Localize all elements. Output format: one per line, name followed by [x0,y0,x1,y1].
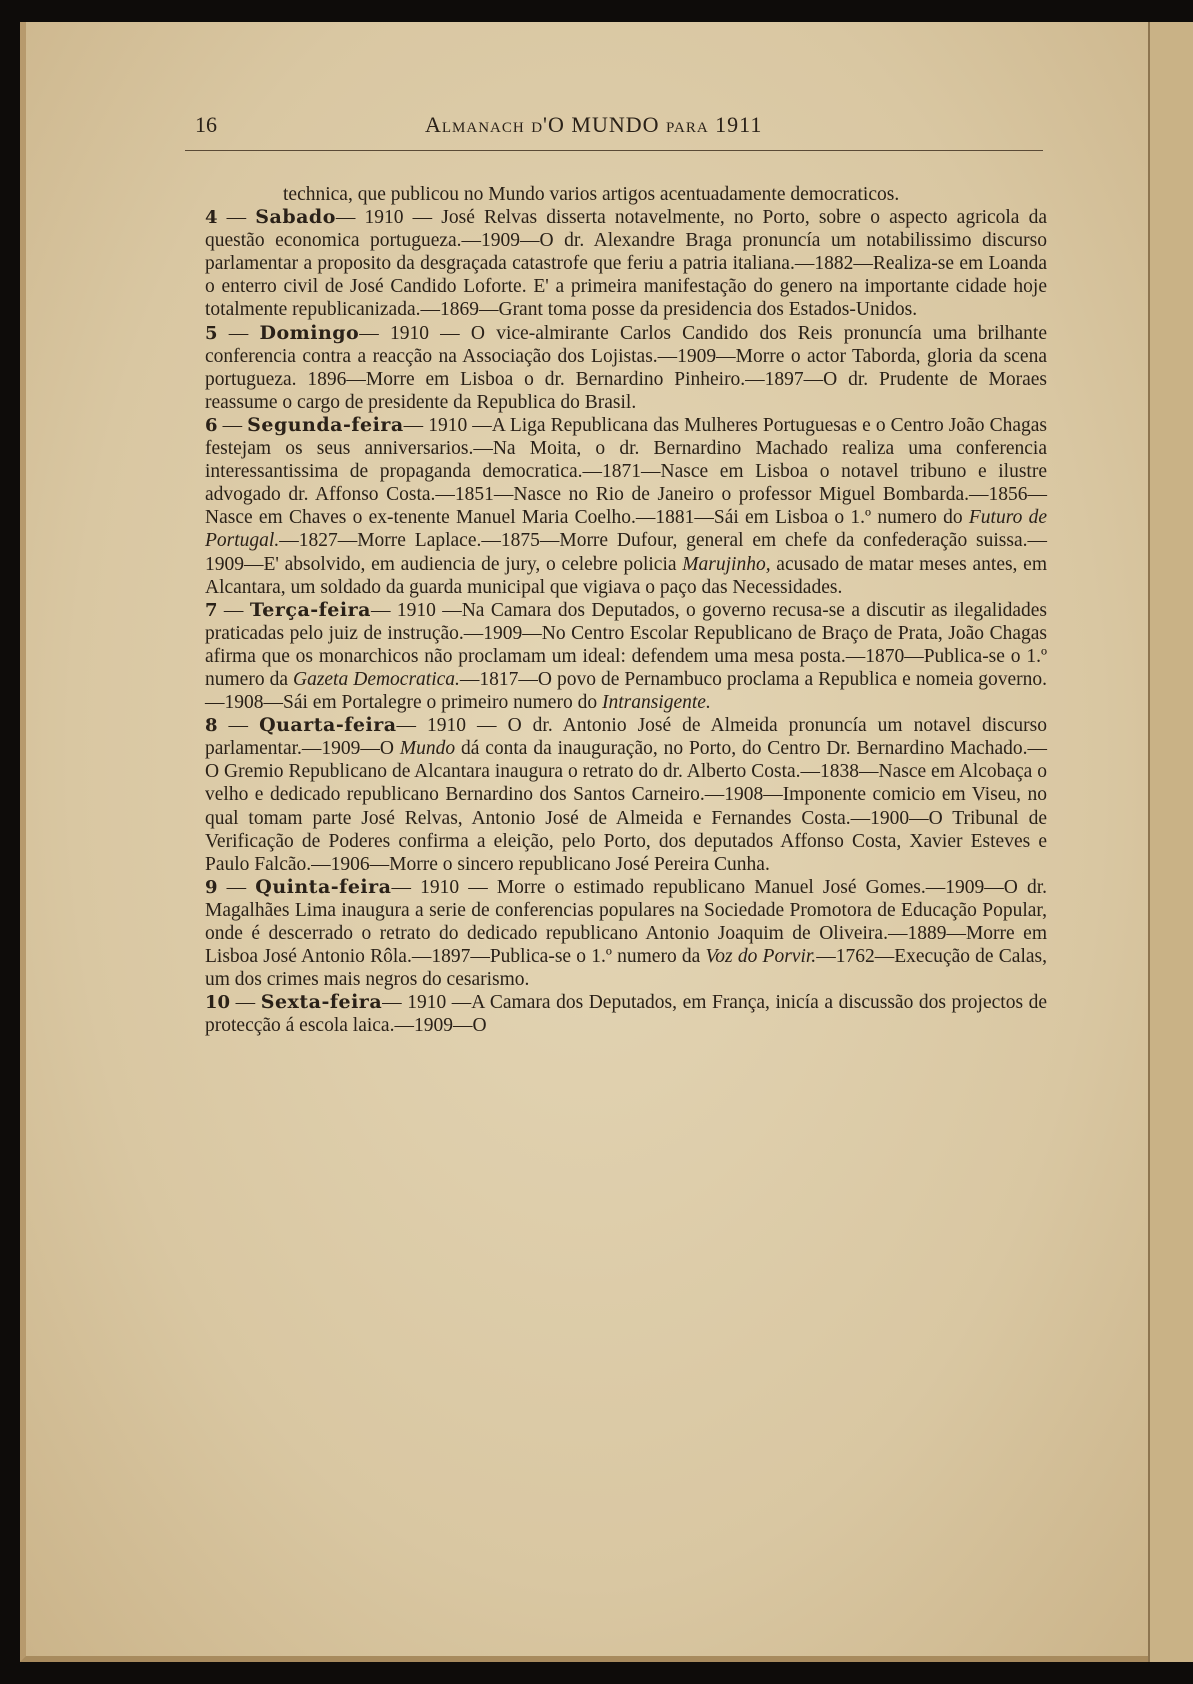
entry-day-10: 10 — Sexta-feira— 1910 —A Camara dos Deputados, em França, inicía a discussão dos projectos de protecção á escola laica.—1909—O [205,991,1048,1037]
running-title: Almanach d'O MUNDO para 1911 [425,112,763,137]
facing-page-edge [1148,22,1193,1662]
entry-day-6: 6 — Segunda-feira— 1910 —A Liga Republicana das Mulheres Portuguesas e o Centro João Chagas festejam os seus anniversarios.—Na Moita, o dr. Bernardino Machado realiza uma conferencia interessantissima de propaganda democratica.—1871—Nasce em Lisboa o notavel tribuno e ilustre advogado dr. Affonso Costa.—1851—Nasce no Rio de Janeiro o professor Miguel Bombarda.—1856—Nasce em Chaves o ex-tenente Manuel Maria Coelho.—1881—Sái em Lisboa o 1.º numero do Futuro de Portugal.—1827—Morre Laplace.—1875—Morre Dufour, general em chefe da confederação suissa.—1909—E' absolvido, em audiencia de jury, o celebre policia Marujinho, acusado de matar meses antes, em Alcantara, um soldado da guarda municipal que vigiava o paço das Necessidades. [205,413,1048,598]
entry-day-5: 5 — Domingo— 1910 — O vice-almirante Carlos Candido dos Reis pronuncía uma brilhante conferencia contra a reacção na Associação dos Lojistas.—1909—Morre o actor Taborda, gloria da scena portugueza. 1896—Morre em Lisboa o dr. Bernardino Pinheiro.—1897—O dr. Prudente de Moraes reassume o cargo de presidente da Republica do Brasil. [205,321,1048,413]
day-name: Segunda-feira [247,413,404,436]
header-rule [185,150,1043,151]
entry-day-7: 7 — Terça-feira— 1910 —Na Camara dos Deputados, o governo recusa-se a discutir as ilegalidades praticadas pelo juiz de instrução.—1909—No Centro Escolar Republicano de Braço de Prata, João Chagas afirma que os monarchicos não proclamam um ideal: defendem uma mesa posta.—1870—Publica-se o 1.º numero da Gazeta Democratica.—1817—O povo de Pernambuco proclama a Republica e nomeia governo.—1908—Sái em Portalegre o primeiro numero do Intransigente. [205,598,1048,714]
day-name: Quinta-feira [255,875,392,898]
day-name: Terça-feira [249,598,371,621]
day-name: Sabado [255,206,336,229]
day-name: Quarta-feira [259,714,397,737]
entry-continuation: technica, que publicou no Mundo varios artigos acentuadamente democraticos. [283,184,900,205]
page-number: 16 [195,112,217,137]
entry-day-4: 4 — Sabado— 1910 — José Relvas disserta notavelmente, no Porto, sobre o aspecto agricola da questão economica portugueza.—1909—O dr. Alexandre Braga pronuncía um notabilissimo discurso parlamentar a proposito da desgraçada catastrofe que feriu a patria italiana.—1882—Realiza-se em Loanda o enterro civil de José Candido Loforte. E' a primeira manifestação do genero na importante cidade hoje totalmente republicanizada.—1869—Grant toma posse da presidencia dos Estados-Unidos. [205,206,1047,321]
day-name: Sexta-feira [260,991,383,1014]
almanac-text [205,183,1047,1037]
entry-day-8: 8 — Quarta-feira— 1910 — O dr. Antonio José de Almeida pronuncía um notavel discurso parlamentar.—1909—O Mundo dá conta da inauguração, no Porto, do Centro Dr. Bernardino Machado.—O Gremio Republicano de Alcantara inaugura o retrato do dr. Alberto Costa.—1838—Nasce em Alcobaça o velho e dedicado republicano Bernardino dos Santos Carneiro.—1908—Imponente comicio em Viseu, no qual tomam parte José Relvas, Antonio José de Almeida e Fernandes Costa.—1900—O Tribunal de Verificação de Poderes confirma a eleição, pelo Porto, dos deputados Affonso Costa, Xavier Esteves e Paulo Falcão.—1906—Morre o sincero republicano José Pereira Cunha. [205,714,1047,875]
day-name: Domingo [259,321,360,344]
entry-day-9: 9 — Quinta-feira— 1910 — Morre o estimado republicano Manuel José Gomes.—1909—O dr. Magalhães Lima inaugura a serie de conferencias populares na Sociedade Promotora de Educação Popular, onde é descerrado o retrato do dedicado republicano Antonio Joaquim de Oliveira.—1889—Morre em Lisboa José Antonio Rôla.—1897—Publica-se o 1.º numero da Voz do Porvir.—1762—Execução de Calas, um dos crimes mais negros do cesarismo. [205,875,1047,991]
page-header [195,112,1045,142]
